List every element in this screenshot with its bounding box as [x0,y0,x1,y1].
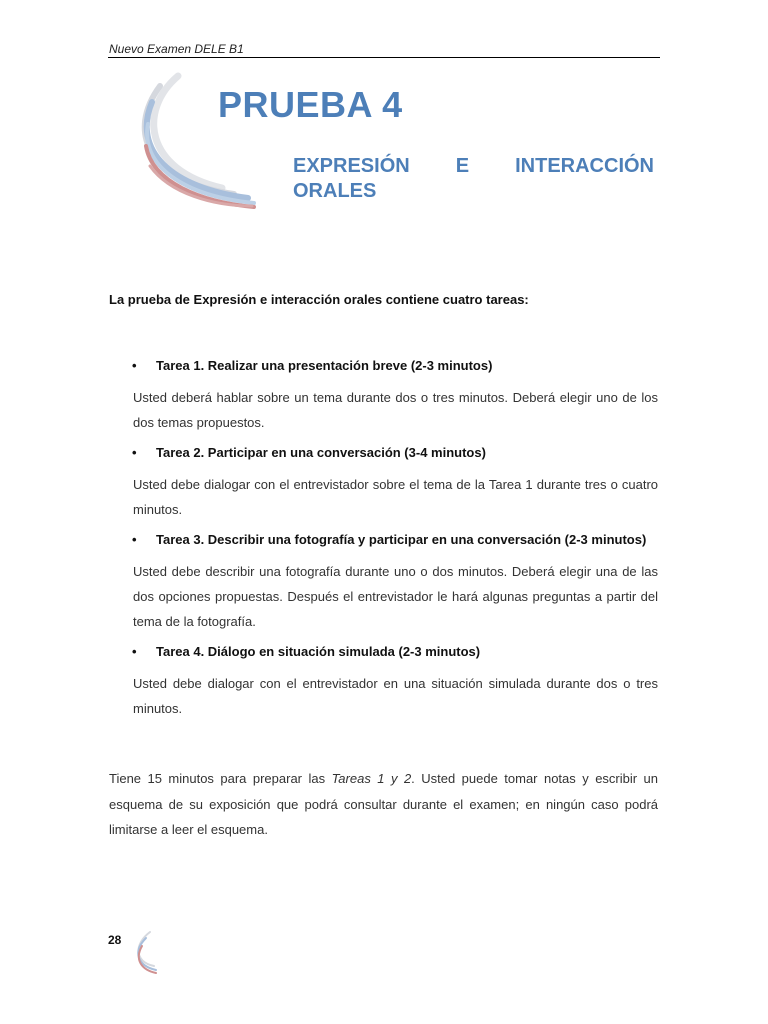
footer-swoosh-icon [124,930,160,976]
list-item [109,528,658,634]
list-item [109,640,658,721]
task-title: Tarea 3. Describir una fotografía y participar en una conversación (2-3 minutos) [156,532,647,547]
list-item [109,441,658,522]
bullet-icon: • [132,358,137,373]
subtitle-word: E [455,155,470,177]
task-description: Usted debe describir una fotografía durante uno o dos minutos. Deberá elegir una de las dos opciones propuestas. Después el entrevistador le hará algunas preguntas a partir del tema de la fotografía. [133,564,658,629]
task-list [109,354,658,727]
subtitle-line-2: ORALES [293,180,377,202]
section-subtitle [293,154,654,204]
running-title: Nuevo Examen DELE B1 [109,42,244,56]
closing-paragraph [109,766,658,843]
subtitle-word: INTERACCIÓN [515,155,654,177]
subtitle-word: EXPRESIÓN [293,155,410,177]
section-title: PRUEBA 4 [218,84,403,125]
task-title: Tarea 1. Realizar una presentación breve (2-3 minutos) [156,358,493,373]
closing-text-end: . Usted puede tomar notas y escribir un esquema de su exposición que podrá consultar durante el examen; en ningún caso podrá limitarse a leer el esquema. [109,771,659,837]
task-description: Usted debe dialogar con el entrevistador en una situación simulada durante dos o tres minutos. [133,676,658,716]
intro-text: La prueba de Expresión e interacción orales contiene cuatro tareas: [109,292,529,307]
task-title: Tarea 4. Diálogo en situación simulada (2-3 minutos) [156,644,481,659]
bullet-icon: • [132,532,137,547]
task-description: Usted debe dialogar con el entrevistador sobre el tema de la Tarea 1 durante tres o cuatro minutos. [133,477,658,517]
closing-emphasis: Tareas 1 y 2 [331,771,412,786]
task-title: Tarea 2. Participar en una conversación (3-4 minutos) [156,445,486,460]
closing-text: Tiene 15 minutos para preparar las [109,771,332,786]
bullet-icon: • [132,445,137,460]
subtitle-line-1 [293,154,654,179]
bullet-icon: • [132,644,137,659]
list-item [109,354,658,435]
task-description: Usted deberá hablar sobre un tema durante dos o tres minutos. Deberá elegir uno de los dos temas propuestos. [133,390,658,430]
page-number: 28 [108,933,122,947]
header-rule [108,57,660,58]
